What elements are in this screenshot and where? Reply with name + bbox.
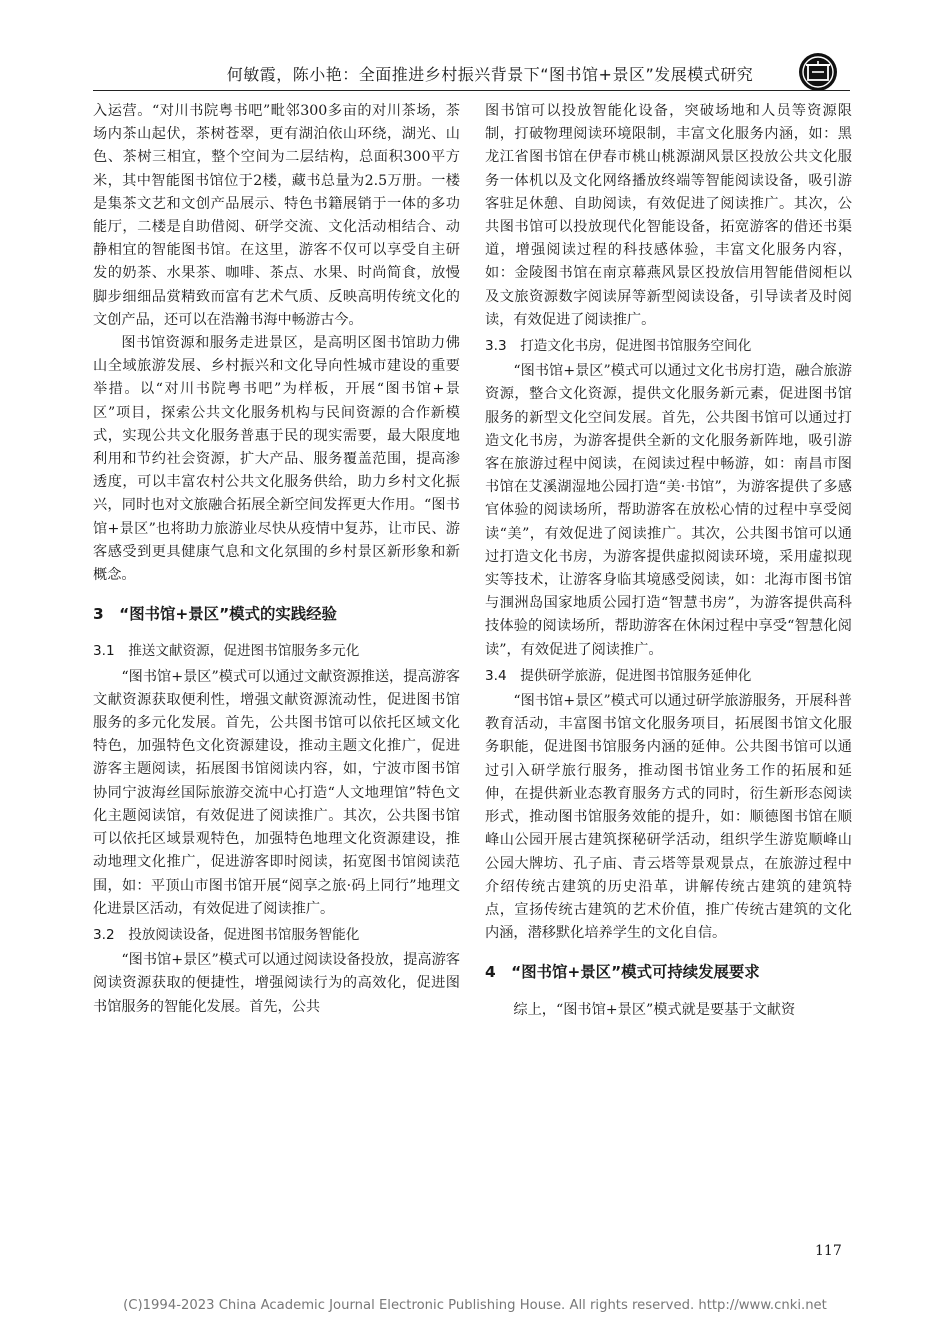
running-title: 何敏霞，陈小艳：全面推进乡村振兴背景下“图书馆+景区”发展模式研究 — [226, 65, 754, 84]
journal-logo-icon — [798, 52, 838, 92]
paragraph: “图书馆+景区”模式可以通过阅读设备投放，提高游客阅读资源获取的便捷性，增强阅读行为的高效化，促进图书馆服务的智能化发展。首先，公共 — [93, 952, 460, 1015]
subsection-heading-3-4: 3.4 提供研学旅游，促进图书馆服务延伸化 — [485, 667, 752, 684]
subsection-heading-3-3: 3.3 打造文化书房，促进图书馆服务空间化 — [485, 338, 752, 355]
section-heading-3: 3 “图书馆+景区”模式的实践经验 — [93, 605, 337, 624]
right-column — [485, 100, 852, 1022]
paragraph: 综上，“图书馆+景区”模式就是要基于文献资 — [513, 1001, 796, 1018]
paragraph: 图书馆可以投放智能化设备，突破场地和人员等资源限制，打破物理阅读环境限制，丰富文化服务内涵，如：黑龙江省图书馆在伊春市桃山桃源湖风景区投放公共文化服务一体机以及文化网络播放终端等智能阅读设备，吸引游客驻足休憩、自助阅读，有效促进了阅读推广。其次，公共图书馆可以投放现代化智能设备，拓宽游客的借还书渠道，增强阅读过程的科技感体验，丰富文化服务内容，如：金陵图书馆在南京幕燕风景区投放信用智能借阅柜以及文旅资源数字阅读屏等新型阅读设备，引导读者及时阅读，有效促进了阅读推广。 — [485, 103, 852, 328]
paragraph: “图书馆+景区”模式可以通过研学旅游服务，开展科普教育活动，丰富图书馆文化服务项目，拓展图书馆文化服务职能，促进图书馆服务内涵的延伸。公共图书馆可以通过引入研学旅行服务，推动图书馆业务工作的拓展和延伸，在提供新业态教育服务方式的同时，衍生新形态阅读形式，推动图书馆服务效能的提升，如：顺德图书馆在顺峰山公园开展古建筑探秘研学活动，组织学生游览顺峰山公园大牌坊、孔子庙、青云塔等景观景点，在旅游过程中介绍传统古建筑的历史沿革，讲解传统古建筑的建筑特点，宣扬传统古建筑的艺术价值，推广传统古建筑的文化内涵，潜移默化培养学生的文化自信。 — [485, 693, 852, 942]
copyright-footer: (C)1994-2023 China Academic Journal Electronic Publishing House. All rights reserved. http://www.cnki.net — [123, 1298, 827, 1313]
page-number: 117 — [815, 1243, 842, 1259]
section-heading-4: 4 “图书馆+景区”模式可持续发展要求 — [485, 963, 760, 982]
paragraph: “图书馆+景区”模式可以通过文化书房打造，融合旅游资源，整合文化资源，提供文化服务新元素，促进图书馆服务的新型文化空间发展。首先，公共图书馆可以通过打造文化书房，为游客提供全新的文化服务新阵地，吸引游客在旅游过程中阅读，在阅读过程中畅游，如：南昌市图书馆在艾溪湖湿地公园打造“美·书馆”，为游客提供了多感官体验的阅读场所，帮助游客在放松心情的过程中享受阅读“美”，有效促进了阅读推广。其次，公共图书馆可以通过打造文化书房，为游客提供虚拟阅读环境，采用虚拟现实等技术，让游客身临其境感受阅读，如：北海市图书馆与涠洲岛国家地质公园打造“智慧书房”，为游客提供高科技体验的阅读场所，帮助游客在休闲过程中享受“智慧化阅读”，有效促进了阅读推广。 — [485, 363, 852, 658]
subsection-heading-3-1: 3.1 推送文献资源，促进图书馆服务多元化 — [93, 643, 360, 660]
paragraph: 图书馆资源和服务走进景区，是高明区图书馆助力佛山全域旅游发展、乡村振兴和文化导向性城市建设的重要举措。以“对川书院粤书吧”为样板，开展“图书馆+景区”项目，探索公共文化服务机构与民间资源的合作新模式，实现公共文化服务普惠于民的现实需要，最大限度地利用和节约社会资源，扩大产品、服务覆盖范围，提高渗透度，可以丰富农村公共文化服务供给，助力乡村文化振兴，同时也对文旅融合拓展全新空间发挥更大作用。“图书馆+景区”也将助力旅游业尽快从疫情中复苏，让市民、游客感受到更具健康气息和文化氛围的乡村景区新形象和新概念。 — [93, 335, 460, 584]
left-column — [93, 100, 460, 1019]
running-header — [0, 52, 950, 94]
subsection-heading-3-2: 3.2 投放阅读设备，促进图书馆服务智能化 — [93, 926, 360, 943]
paragraph: 入运营。“对川书院粤书吧”毗邻300多亩的对川茶场，茶场内茶山起伏，茶树苍翠，更有湖泊依山环绕，湖光、山色、茶树三相宜，整个空间为二层结构，总面积300平方米，其中智能图书馆位于2楼，藏书总量为2.5万册。一楼是集茶文艺和文创产品展示、特色书籍展销于一体的多功能厅，二楼是自助借阅、研学交流、文化活动相结合、动静相宜的智能图书馆。在这里，游客不仅可以享受自主研发的奶茶、水果茶、咖啡、茶点、水果、时尚简食，放慢脚步细细品赏精致而富有艺术气质、反映高明传统文化的文创产品，还可以在浩瀚书海中畅游古今。 — [93, 103, 460, 328]
paragraph: “图书馆+景区”模式可以通过文献资源推送，提高游客文献资源获取便利性，增强文献资源流动性，促进图书馆服务的多元化发展。首先，公共图书馆可以依托区域文化特色，加强特色文化资源建设，推动主题文化推广，促进游客主题阅读，拓展图书馆阅读内容，如，宁波市图书馆协同宁波海丝国际旅游交流中心打造“人文地理馆”特色文化主题阅读馆，有效促进了阅读推广。其次，公共图书馆可以依托区域景观特色，加强特色地理文化资源建设，推动地理文化推广，促进游客即时阅读，拓宽图书馆阅读范围，如：平顶山市图书馆开展“阅享之旅·码上同行”地理文化进景区活动，有效促进了阅读推广。 — [93, 668, 460, 917]
header-rule — [93, 90, 850, 91]
